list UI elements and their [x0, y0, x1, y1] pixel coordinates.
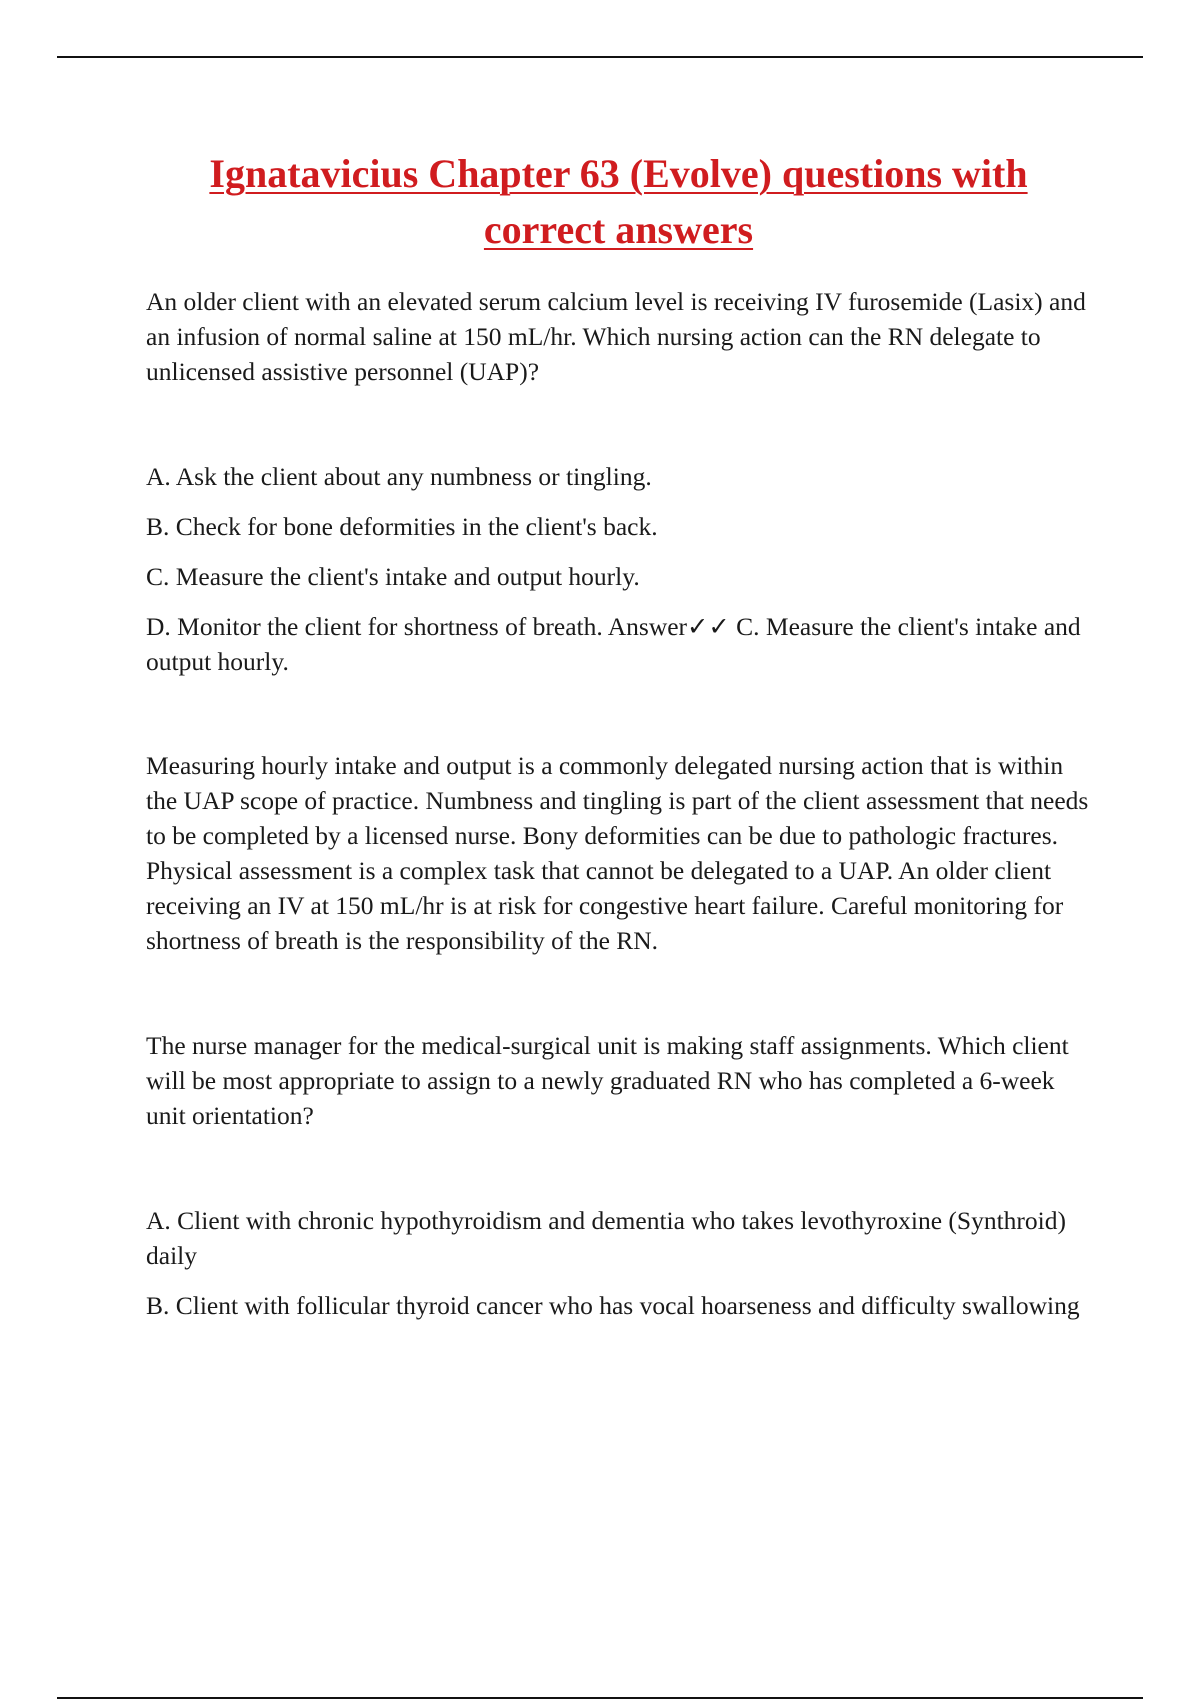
page-title: Ignatavicius Chapter 63 (Evolve) questions with correct answers — [209, 151, 1028, 252]
question-2-stem: The nurse manager for the medical-surgical unit is making staff assignments. Which client will be most appropriate to assign to a newly graduated RN who has completed a 6-week unit orientation? — [146, 1031, 1069, 1130]
question-2-option-b: B. Client with follicular thyroid cancer who has vocal hoarseness and difficulty swallowing — [146, 1291, 1080, 1320]
question-1-stem: An older client with an elevated serum calcium level is receiving IV furosemide (Lasix) and an infusion of normal saline at 150 mL/hr. Which nursing action can the RN delegate to unlicensed assistive personnel (UAP)? — [146, 287, 1086, 386]
question-1-explanation: Measuring hourly intake and output is a commonly delegated nursing action that is within the UAP scope of practice. Numbness and tingling is part of the client assessment that needs to be completed by a licensed nurse. Bony deformities can be due to pathologic fractures. Physical assessment is a complex task that cannot be delegated to a UAP. An older client receiving an IV at 150 mL/hr is at risk for congestive heart failure. Careful monitoring for shortness of breath is the responsibility of the RN. — [146, 751, 1089, 955]
document-body — [146, 146, 1091, 1338]
question-2-option-a: A. Client with chronic hypothyroidism and dementia who takes levothyroxine (Synthroid) daily — [146, 1206, 1066, 1270]
question-1-option-b: B. Check for bone deformities in the client's back. — [146, 512, 658, 541]
bottom-rule — [57, 1697, 1143, 1699]
question-1-option-c: C. Measure the client's intake and output hourly. — [146, 562, 640, 591]
top-rule — [57, 56, 1143, 58]
question-1-option-a: A. Ask the client about any numbness or tingling. — [146, 462, 652, 491]
question-1-option-d-answer: D. Monitor the client for shortness of breath. Answer✓✓ C. Measure the client's intake and output hourly. — [146, 612, 1081, 676]
